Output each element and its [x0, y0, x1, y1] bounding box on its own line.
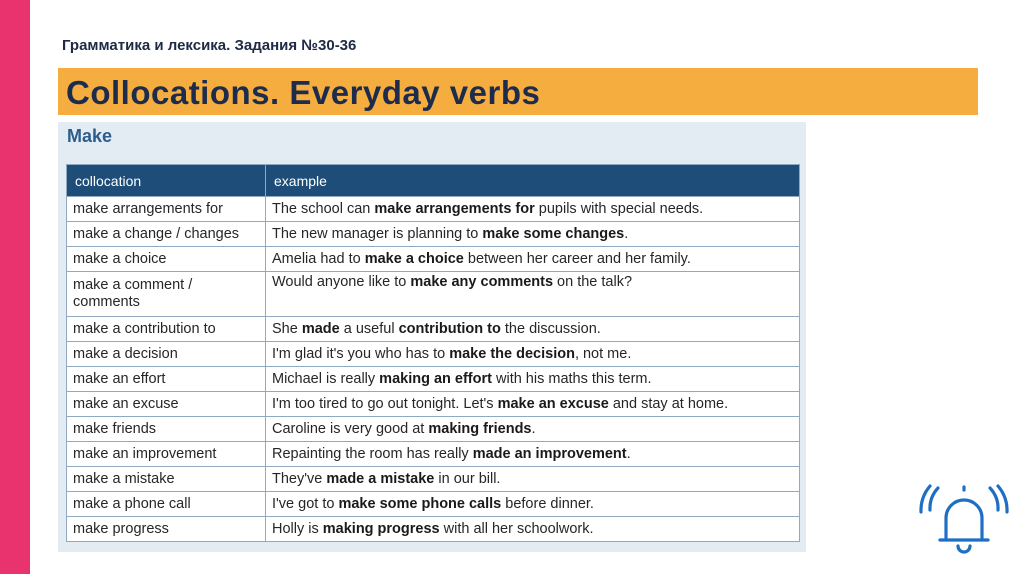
slide-title: Collocations. Everyday verbs: [66, 74, 541, 111]
collocation-cell: make a comment / comments: [67, 272, 266, 317]
table-row: [67, 392, 800, 417]
table-row: [67, 247, 800, 272]
collocation-cell: make friends: [67, 417, 266, 442]
example-cell: Caroline is very good at making friends.: [266, 417, 800, 442]
collocation-cell: make a decision: [67, 342, 266, 367]
collocation-table: [66, 164, 800, 542]
table-row: [67, 317, 800, 342]
collocation-cell: make an excuse: [67, 392, 266, 417]
collocation-cell: make arrangements for: [67, 197, 266, 222]
table-row: [67, 272, 800, 317]
bell-icon[interactable]: [918, 478, 1010, 562]
slide-subtitle: Грамматика и лексика. Задания №30-36: [62, 37, 357, 54]
table-row: [67, 222, 800, 247]
panel-heading: Make: [67, 126, 113, 146]
table-row: [67, 467, 800, 492]
example-cell: I'm glad it's you who has to make the decision, not me.: [266, 342, 800, 367]
collocation-cell: make progress: [67, 517, 266, 542]
example-cell: I've got to make some phone calls before dinner.: [266, 492, 800, 517]
example-cell: The school can make arrangements for pupils with special needs.: [266, 197, 800, 222]
collocation-cell: make an effort: [67, 367, 266, 392]
table-row: [67, 492, 800, 517]
table-row: [67, 342, 800, 367]
example-cell: Would anyone like to make any comments on the talk?: [266, 272, 800, 317]
column-header-example: example: [266, 165, 800, 197]
table-row: [67, 197, 800, 222]
example-cell: Amelia had to make a choice between her career and her family.: [266, 247, 800, 272]
example-cell: The new manager is planning to make some changes.: [266, 222, 800, 247]
collocation-panel: [58, 122, 806, 552]
example-cell: She made a useful contribution to the discussion.: [266, 317, 800, 342]
collocation-cell: make an improvement: [67, 442, 266, 467]
table-row: [67, 517, 800, 542]
example-cell: I'm too tired to go out tonight. Let's make an excuse and stay at home.: [266, 392, 800, 417]
collocation-cell: make a choice: [67, 247, 266, 272]
table-row: [67, 367, 800, 392]
collocation-cell: make a change / changes: [67, 222, 266, 247]
table-row: [67, 442, 800, 467]
collocation-cell: make a contribution to: [67, 317, 266, 342]
example-cell: They've made a mistake in our bill.: [266, 467, 800, 492]
example-cell: Holly is making progress with all her schoolwork.: [266, 517, 800, 542]
example-cell: Repainting the room has really made an improvement.: [266, 442, 800, 467]
title-banner: [58, 68, 978, 115]
example-cell: Michael is really making an effort with his maths this term.: [266, 367, 800, 392]
column-header-collocation: collocation: [67, 165, 266, 197]
collocation-cell: make a mistake: [67, 467, 266, 492]
table-row: [67, 417, 800, 442]
table-header-row: [67, 165, 800, 197]
collocation-cell: make a phone call: [67, 492, 266, 517]
left-accent-bar: [0, 0, 30, 574]
